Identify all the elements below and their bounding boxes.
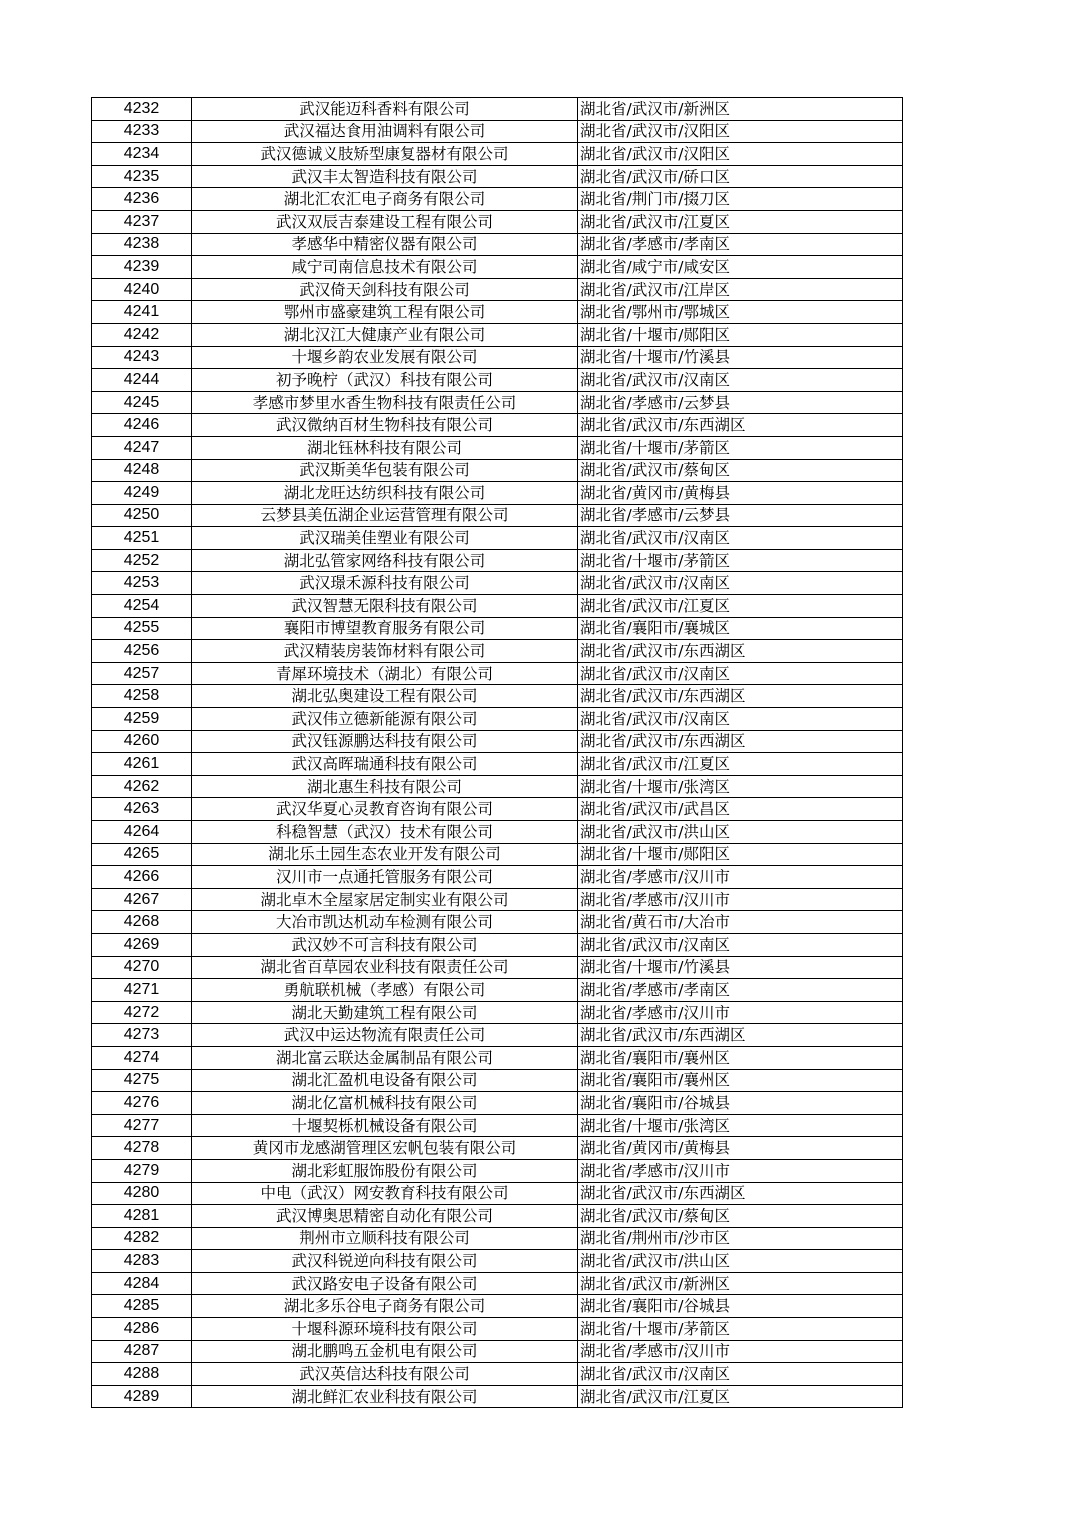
region-path: 湖北省/鄂州市/鄂城区 — [578, 301, 903, 324]
company-name: 武汉伟立德新能源有限公司 — [192, 708, 578, 731]
row-number: 4253 — [92, 572, 192, 595]
row-number: 4247 — [92, 436, 192, 459]
company-name: 湖北弘奥建设工程有限公司 — [192, 685, 578, 708]
company-name: 湖北汇农汇电子商务有限公司 — [192, 188, 578, 211]
company-name: 武汉路安电子设备有限公司 — [192, 1272, 578, 1295]
table-row — [92, 1385, 903, 1408]
row-number: 4232 — [92, 98, 192, 121]
row-number: 4263 — [92, 798, 192, 821]
region-path: 湖北省/黄石市/大冶市 — [578, 911, 903, 934]
company-name: 武汉丰太智造科技有限公司 — [192, 165, 578, 188]
region-path: 湖北省/武汉市/洪山区 — [578, 821, 903, 844]
row-number: 4238 — [92, 233, 192, 256]
company-name: 孝感华中精密仪器有限公司 — [192, 233, 578, 256]
region-path: 湖北省/孝感市/汉川市 — [578, 1340, 903, 1363]
row-number: 4268 — [92, 911, 192, 934]
company-list-body — [92, 98, 903, 1408]
company-name: 湖北鹏鸣五金机电有限公司 — [192, 1340, 578, 1363]
company-list-table — [91, 97, 903, 1408]
region-path: 湖北省/武汉市/汉南区 — [578, 369, 903, 392]
row-number: 4272 — [92, 1001, 192, 1024]
company-name: 湖北天勤建筑工程有限公司 — [192, 1001, 578, 1024]
row-number: 4282 — [92, 1227, 192, 1250]
company-name: 湖北亿富机械科技有限公司 — [192, 1092, 578, 1115]
row-number: 4233 — [92, 120, 192, 143]
region-path: 湖北省/十堰市/茅箭区 — [578, 436, 903, 459]
table-row — [92, 685, 903, 708]
table-row — [92, 640, 903, 663]
region-path: 湖北省/武汉市/东西湖区 — [578, 640, 903, 663]
row-number: 4285 — [92, 1295, 192, 1318]
region-path: 湖北省/襄阳市/襄城区 — [578, 617, 903, 640]
table-row — [92, 1318, 903, 1341]
table-row — [92, 369, 903, 392]
row-number: 4243 — [92, 346, 192, 369]
region-path: 湖北省/武汉市/江夏区 — [578, 210, 903, 233]
row-number: 4279 — [92, 1159, 192, 1182]
company-name: 咸宁司南信息技术有限公司 — [192, 256, 578, 279]
region-path: 湖北省/十堰市/竹溪县 — [578, 956, 903, 979]
row-number: 4261 — [92, 753, 192, 776]
row-number: 4254 — [92, 595, 192, 618]
region-path: 湖北省/十堰市/郧阳区 — [578, 323, 903, 346]
company-name: 湖北省百草园农业科技有限责任公司 — [192, 956, 578, 979]
company-name: 武汉精装房装饰材料有限公司 — [192, 640, 578, 663]
table-row — [92, 188, 903, 211]
region-path: 湖北省/武汉市/新洲区 — [578, 1272, 903, 1295]
region-path: 湖北省/襄阳市/谷城县 — [578, 1092, 903, 1115]
company-name: 武汉钰源鹏达科技有限公司 — [192, 730, 578, 753]
company-name: 武汉德诚义肢矫型康复器材有限公司 — [192, 143, 578, 166]
company-name: 武汉英信达科技有限公司 — [192, 1363, 578, 1386]
table-row — [92, 1182, 903, 1205]
table-row — [92, 1069, 903, 1092]
company-name: 鄂州市盛豪建筑工程有限公司 — [192, 301, 578, 324]
table-row — [92, 233, 903, 256]
region-path: 湖北省/武汉市/汉阳区 — [578, 120, 903, 143]
company-name: 汉川市一点通托管服务有限公司 — [192, 866, 578, 889]
table-row — [92, 821, 903, 844]
row-number: 4284 — [92, 1272, 192, 1295]
row-number: 4245 — [92, 391, 192, 414]
company-name: 武汉倚天剑科技有限公司 — [192, 278, 578, 301]
row-number: 4262 — [92, 775, 192, 798]
company-name: 武汉微纳百材生物科技有限公司 — [192, 414, 578, 437]
row-number: 4277 — [92, 1114, 192, 1137]
row-number: 4239 — [92, 256, 192, 279]
table-row — [92, 888, 903, 911]
company-name: 湖北龙旺达纺织科技有限公司 — [192, 482, 578, 505]
table-row — [92, 572, 903, 595]
region-path: 湖北省/武汉市/东西湖区 — [578, 1182, 903, 1205]
company-name: 湖北惠生科技有限公司 — [192, 775, 578, 798]
table-row — [92, 436, 903, 459]
company-name: 孝感市梦里水香生物科技有限责任公司 — [192, 391, 578, 414]
region-path: 湖北省/武汉市/汉南区 — [578, 572, 903, 595]
row-number: 4267 — [92, 888, 192, 911]
company-name: 武汉双辰吉泰建设工程有限公司 — [192, 210, 578, 233]
company-name: 武汉智慧无限科技有限公司 — [192, 595, 578, 618]
region-path: 湖北省/黄冈市/黄梅县 — [578, 1137, 903, 1160]
region-path: 湖北省/武汉市/洪山区 — [578, 1250, 903, 1273]
company-name: 武汉高晖瑞通科技有限公司 — [192, 753, 578, 776]
table-row — [92, 595, 903, 618]
region-path: 湖北省/武汉市/东西湖区 — [578, 414, 903, 437]
company-name: 荆州市立顺科技有限公司 — [192, 1227, 578, 1250]
row-number: 4256 — [92, 640, 192, 663]
region-path: 湖北省/武汉市/汉南区 — [578, 1363, 903, 1386]
company-name: 湖北卓木全屋家居定制实业有限公司 — [192, 888, 578, 911]
company-name: 武汉斯美华包装有限公司 — [192, 459, 578, 482]
row-number: 4251 — [92, 527, 192, 550]
region-path: 湖北省/孝感市/云梦县 — [578, 391, 903, 414]
region-path: 湖北省/咸宁市/咸安区 — [578, 256, 903, 279]
table-row — [92, 120, 903, 143]
table-row — [92, 210, 903, 233]
company-name: 武汉中运达物流有限责任公司 — [192, 1024, 578, 1047]
region-path: 湖北省/十堰市/郧阳区 — [578, 843, 903, 866]
company-name: 十堰科源环境科技有限公司 — [192, 1318, 578, 1341]
table-row — [92, 414, 903, 437]
company-name: 十堰乡韵农业发展有限公司 — [192, 346, 578, 369]
row-number: 4258 — [92, 685, 192, 708]
region-path: 湖北省/武汉市/江夏区 — [578, 595, 903, 618]
region-path: 湖北省/荆州市/沙市区 — [578, 1227, 903, 1250]
region-path: 湖北省/武汉市/江夏区 — [578, 1385, 903, 1408]
row-number: 4260 — [92, 730, 192, 753]
table-row — [92, 301, 903, 324]
row-number: 4281 — [92, 1205, 192, 1228]
company-name: 湖北钰林科技有限公司 — [192, 436, 578, 459]
row-number: 4280 — [92, 1182, 192, 1205]
region-path: 湖北省/武汉市/东西湖区 — [578, 1024, 903, 1047]
row-number: 4249 — [92, 482, 192, 505]
table-row — [92, 1046, 903, 1069]
row-number: 4278 — [92, 1137, 192, 1160]
table-row — [92, 1363, 903, 1386]
row-number: 4266 — [92, 866, 192, 889]
region-path: 湖北省/十堰市/张湾区 — [578, 1114, 903, 1137]
table-row — [92, 775, 903, 798]
table-row — [92, 1137, 903, 1160]
table-row — [92, 730, 903, 753]
table-row — [92, 1001, 903, 1024]
region-path: 湖北省/孝感市/汉川市 — [578, 1001, 903, 1024]
table-row — [92, 662, 903, 685]
row-number: 4289 — [92, 1385, 192, 1408]
row-number: 4250 — [92, 504, 192, 527]
row-number: 4275 — [92, 1069, 192, 1092]
region-path: 湖北省/武汉市/汉南区 — [578, 527, 903, 550]
region-path: 湖北省/黄冈市/黄梅县 — [578, 482, 903, 505]
company-name: 大冶市凯达机动车检测有限公司 — [192, 911, 578, 934]
region-path: 湖北省/孝感市/孝南区 — [578, 979, 903, 1002]
row-number: 4257 — [92, 662, 192, 685]
row-number: 4242 — [92, 323, 192, 346]
table-row — [92, 911, 903, 934]
region-path: 湖北省/武汉市/蔡甸区 — [578, 459, 903, 482]
row-number: 4246 — [92, 414, 192, 437]
company-name: 襄阳市博望教育服务有限公司 — [192, 617, 578, 640]
table-row — [92, 617, 903, 640]
company-name: 湖北富云联达金属制品有限公司 — [192, 1046, 578, 1069]
row-number: 4259 — [92, 708, 192, 731]
company-name: 云梦县美伍湖企业运营管理有限公司 — [192, 504, 578, 527]
company-name: 黄冈市龙感湖管理区宏帆包装有限公司 — [192, 1137, 578, 1160]
table-row — [92, 843, 903, 866]
table-row — [92, 278, 903, 301]
row-number: 4234 — [92, 143, 192, 166]
company-name: 湖北汇盈机电设备有限公司 — [192, 1069, 578, 1092]
region-path: 湖北省/孝感市/汉川市 — [578, 866, 903, 889]
table-row — [92, 391, 903, 414]
company-name: 青犀环境技术（湖北）有限公司 — [192, 662, 578, 685]
table-row — [92, 459, 903, 482]
table-row — [92, 933, 903, 956]
region-path: 湖北省/十堰市/张湾区 — [578, 775, 903, 798]
row-number: 4240 — [92, 278, 192, 301]
row-number: 4269 — [92, 933, 192, 956]
region-path: 湖北省/孝感市/汉川市 — [578, 888, 903, 911]
row-number: 4287 — [92, 1340, 192, 1363]
region-path: 湖北省/十堰市/茅箭区 — [578, 1318, 903, 1341]
region-path: 湖北省/武汉市/蔡甸区 — [578, 1205, 903, 1228]
row-number: 4288 — [92, 1363, 192, 1386]
region-path: 湖北省/武汉市/汉南区 — [578, 662, 903, 685]
table-row — [92, 527, 903, 550]
company-name: 武汉能迈科香料有限公司 — [192, 98, 578, 121]
region-path: 湖北省/武汉市/汉南区 — [578, 933, 903, 956]
region-path: 湖北省/孝感市/云梦县 — [578, 504, 903, 527]
table-row — [92, 165, 903, 188]
table-row — [92, 1092, 903, 1115]
table-row — [92, 549, 903, 572]
table-row — [92, 1340, 903, 1363]
row-number: 4286 — [92, 1318, 192, 1341]
table-row — [92, 1227, 903, 1250]
region-path: 湖北省/武汉市/东西湖区 — [578, 685, 903, 708]
row-number: 4276 — [92, 1092, 192, 1115]
region-path: 湖北省/武汉市/东西湖区 — [578, 730, 903, 753]
company-name: 武汉璟禾源科技有限公司 — [192, 572, 578, 595]
table-row — [92, 956, 903, 979]
table-row — [92, 323, 903, 346]
row-number: 4264 — [92, 821, 192, 844]
table-row — [92, 1024, 903, 1047]
row-number: 4283 — [92, 1250, 192, 1273]
row-number: 4255 — [92, 617, 192, 640]
table-row — [92, 1159, 903, 1182]
region-path: 湖北省/襄阳市/谷城县 — [578, 1295, 903, 1318]
table-row — [92, 504, 903, 527]
company-name: 武汉华夏心灵教育咨询有限公司 — [192, 798, 578, 821]
table-row — [92, 708, 903, 731]
company-name: 湖北汉江大健康产业有限公司 — [192, 323, 578, 346]
company-name: 湖北鲜汇农业科技有限公司 — [192, 1385, 578, 1408]
region-path: 湖北省/十堰市/茅箭区 — [578, 549, 903, 572]
row-number: 4236 — [92, 188, 192, 211]
company-name: 湖北乐土园生态农业开发有限公司 — [192, 843, 578, 866]
row-number: 4274 — [92, 1046, 192, 1069]
company-name: 武汉妙不可言科技有限公司 — [192, 933, 578, 956]
row-number: 4237 — [92, 210, 192, 233]
region-path: 湖北省/武汉市/武昌区 — [578, 798, 903, 821]
company-name: 勇航联机械（孝感）有限公司 — [192, 979, 578, 1002]
company-name: 中电（武汉）网安教育科技有限公司 — [192, 1182, 578, 1205]
table-row — [92, 143, 903, 166]
region-path: 湖北省/襄阳市/襄州区 — [578, 1046, 903, 1069]
region-path: 湖北省/孝感市/孝南区 — [578, 233, 903, 256]
row-number: 4271 — [92, 979, 192, 1002]
table-row — [92, 753, 903, 776]
table-row — [92, 979, 903, 1002]
company-name: 十堰契栎机械设备有限公司 — [192, 1114, 578, 1137]
region-path: 湖北省/武汉市/硚口区 — [578, 165, 903, 188]
table-row — [92, 1295, 903, 1318]
table-row — [92, 1205, 903, 1228]
region-path: 湖北省/武汉市/江夏区 — [578, 753, 903, 776]
company-name: 湖北多乐谷电子商务有限公司 — [192, 1295, 578, 1318]
table-row — [92, 1250, 903, 1273]
row-number: 4248 — [92, 459, 192, 482]
region-path: 湖北省/孝感市/汉川市 — [578, 1159, 903, 1182]
table-row — [92, 1114, 903, 1137]
company-name: 武汉科锐逆向科技有限公司 — [192, 1250, 578, 1273]
table-row — [92, 866, 903, 889]
region-path: 湖北省/襄阳市/襄州区 — [578, 1069, 903, 1092]
row-number: 4265 — [92, 843, 192, 866]
table-row — [92, 482, 903, 505]
table-row — [92, 346, 903, 369]
row-number: 4270 — [92, 956, 192, 979]
company-name: 武汉福达食用油调料有限公司 — [192, 120, 578, 143]
table-row — [92, 798, 903, 821]
row-number: 4235 — [92, 165, 192, 188]
region-path: 湖北省/武汉市/江岸区 — [578, 278, 903, 301]
table-row — [92, 1272, 903, 1295]
region-path: 湖北省/武汉市/汉南区 — [578, 708, 903, 731]
row-number: 4252 — [92, 549, 192, 572]
company-name: 初予晚柠（武汉）科技有限公司 — [192, 369, 578, 392]
company-name: 湖北彩虹服饰股份有限公司 — [192, 1159, 578, 1182]
table-row — [92, 98, 903, 121]
row-number: 4241 — [92, 301, 192, 324]
company-name: 湖北弘管家网络科技有限公司 — [192, 549, 578, 572]
company-name: 武汉瑞美佳塑业有限公司 — [192, 527, 578, 550]
region-path: 湖北省/荆门市/掇刀区 — [578, 188, 903, 211]
company-name: 科稳智慧（武汉）技术有限公司 — [192, 821, 578, 844]
region-path: 湖北省/武汉市/新洲区 — [578, 98, 903, 121]
table-row — [92, 256, 903, 279]
row-number: 4273 — [92, 1024, 192, 1047]
row-number: 4244 — [92, 369, 192, 392]
region-path: 湖北省/武汉市/汉阳区 — [578, 143, 903, 166]
region-path: 湖北省/十堰市/竹溪县 — [578, 346, 903, 369]
company-name: 武汉博奥思精密自动化有限公司 — [192, 1205, 578, 1228]
